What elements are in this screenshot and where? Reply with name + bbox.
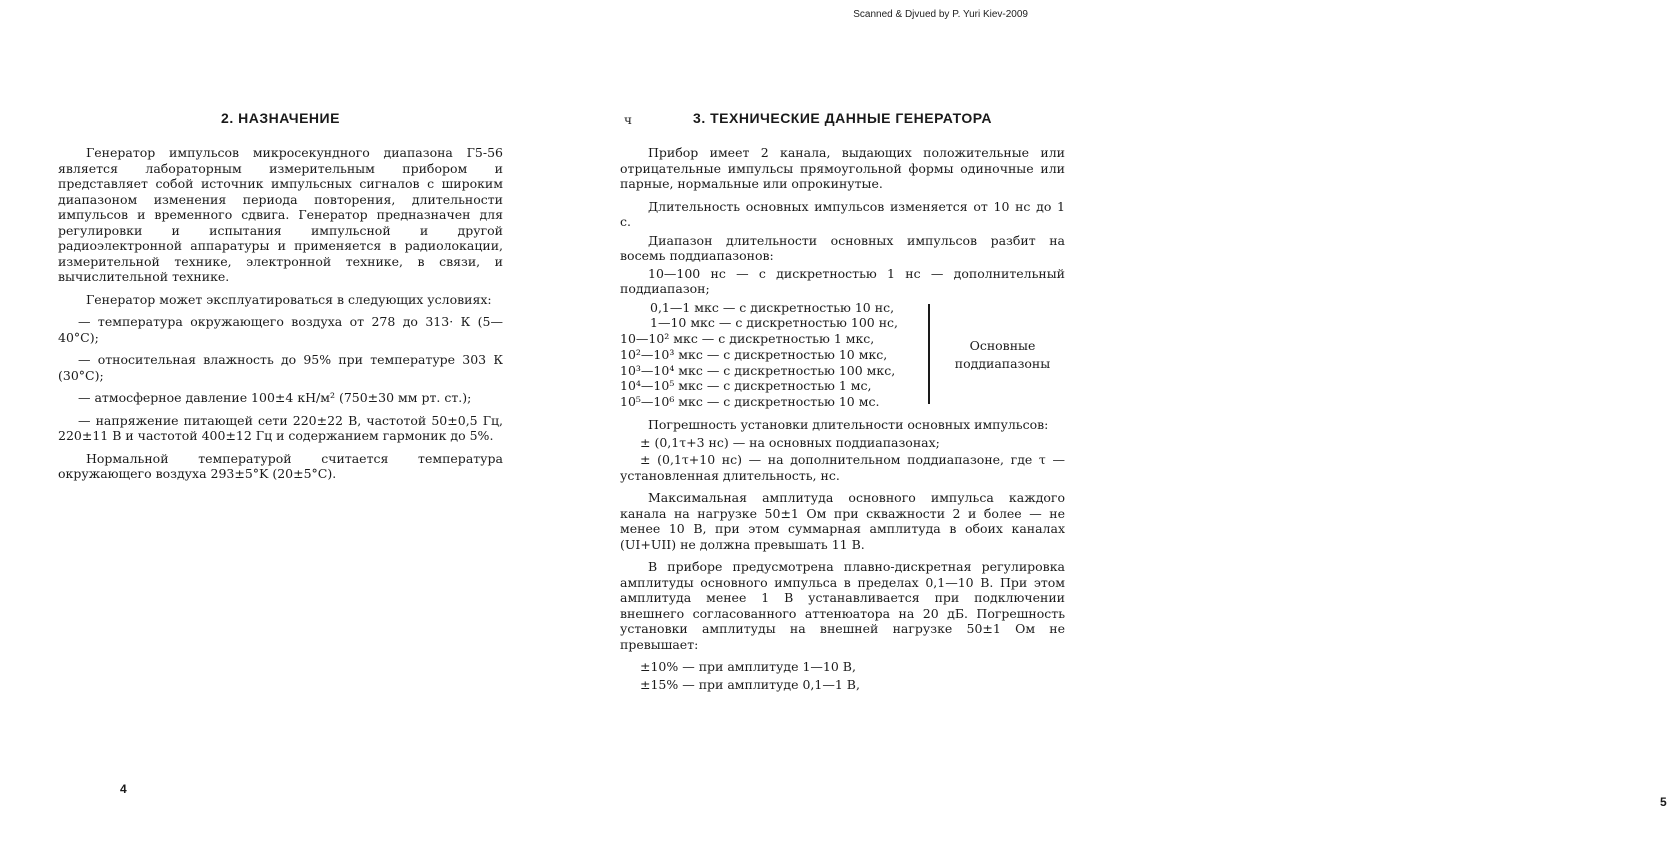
paragraph: ± (0,1τ+3 нс) — на основных поддиапазонах; — [640, 434, 940, 450]
list-item: 10³—10⁴ мкс — с дискретностью 100 мкс, — [620, 362, 896, 378]
paragraph: Погрешность установки длительности основных импульсов: — [648, 417, 1049, 433]
purpose-text — [58, 145, 503, 489]
list-item: 10⁴—10⁵ мкс — с дискретностью 1 мс, — [620, 378, 872, 394]
list-item: 10²—10³ мкс — с дискретностью 10 мкс, — [620, 346, 888, 362]
paragraph: 10—100 нс — с дискретностью 1 нс — дополнительный поддиапазон; — [620, 265, 1065, 296]
brace-line — [928, 304, 930, 405]
section-heading-specs: 3. ТЕХНИЧЕСКИЕ ДАННЫЕ ГЕНЕРАТОРА — [693, 110, 992, 126]
condition-item: — относительная влажность до 95% при температуре 303 К (30°C); — [58, 352, 503, 383]
specs-text — [620, 145, 1065, 694]
paragraph: Генератор может эксплуатироваться в следующих условиях: — [86, 291, 492, 307]
list-item: 10—10² мкс — с дискретностью 1 мкс, — [620, 331, 875, 347]
section-heading-purpose: 2. НАЗНАЧЕНИЕ — [221, 110, 340, 126]
paragraph: Нормальной температурой считается температура окружающего воздуха 293±5°K (20±5°C). — [58, 450, 503, 481]
paragraph: Максимальная амплитуда основного импульса каждого канала на нагрузке 50±1 Ом при скважности 2 и более — не менее 10 В, при этом суммарная амплитуда в обоих каналах (UI+UII) не должна превышать 11 В. — [620, 490, 1065, 552]
paragraph: Генератор импульсов микросекундного диапазона Г5-56 является лабораторным измерительным прибором и представляет собой источник импульсных сигналов с широким диапазоном изменения периода повторения, длительности импульсов и временного сдвига. Генератор предназначен для регулировки и испытания импульсной и другой радиоэлектронной аппаратуры и применяется в радиолокации, измерительной технике, электронной технике, в связи, и вычислительной технике. — [58, 145, 503, 284]
paragraph: ± (0,1τ+10 нс) — на дополнительном поддиапазоне, где τ — установленная длительность, нс. — [620, 452, 1065, 483]
condition-item: — атмосферное давление 100±4 кН/м² (750±30 мм рт. ст.); — [78, 390, 472, 405]
paragraph: В приборе предусмотрена плавно-дискретная регулировка амплитуды основного импульса в пределах 0,1—10 В. При этом амплитуда менее 1 В устанавливается при подключении внешнего согласованного аттенюатора на 20 дБ. Погрешность установки амплитуды на внешней нагрузке 50±1 Ом не превышает: — [620, 559, 1065, 652]
list-item: 1—10 мкс — с дискретностью 100 нс, — [650, 315, 899, 331]
subranges-label: Основные поддиапазоны — [954, 337, 1051, 371]
list-item: 10⁵—10⁶ мкс — с дискретностью 10 мс. — [620, 394, 880, 410]
subranges-list — [620, 300, 920, 411]
paragraph: ±15% — при амплитуде 0,1—1 В, — [640, 676, 860, 692]
paragraph: Диапазон длительности основных импульсов разбит на восемь поддиапазонов: — [620, 232, 1065, 263]
list-item: 0,1—1 мкс — с дискретностью 10 нс, — [650, 299, 895, 315]
condition-item: — температура окружающего воздуха от 278 до 313· К (5—40°C); — [58, 314, 503, 345]
page-number: 4 — [120, 782, 127, 796]
scan-credit: Scanned & Djvued by P. Yuri Kiev-2009 — [853, 9, 1028, 20]
condition-item: — напряжение питающей сети 220±22 В, частотой 50±0,5 Гц, 220±11 В и частотой 400±12 Гц и содержанием гармоник до 5%. — [58, 412, 503, 443]
paragraph: Прибор имеет 2 канала, выдающих положительные или отрицательные импульсы прямоугольной формы одиночные или парные, нормальные или опрокинутые. — [620, 145, 1065, 191]
page-number: 5 — [1660, 795, 1667, 809]
subranges-block — [620, 300, 1065, 411]
paragraph: ±10% — при амплитуде 1—10 В, — [640, 659, 856, 675]
margin-mark: ч — [624, 113, 632, 127]
paragraph: Длительность основных импульсов изменяется от 10 нс до 1 с. — [620, 198, 1065, 229]
